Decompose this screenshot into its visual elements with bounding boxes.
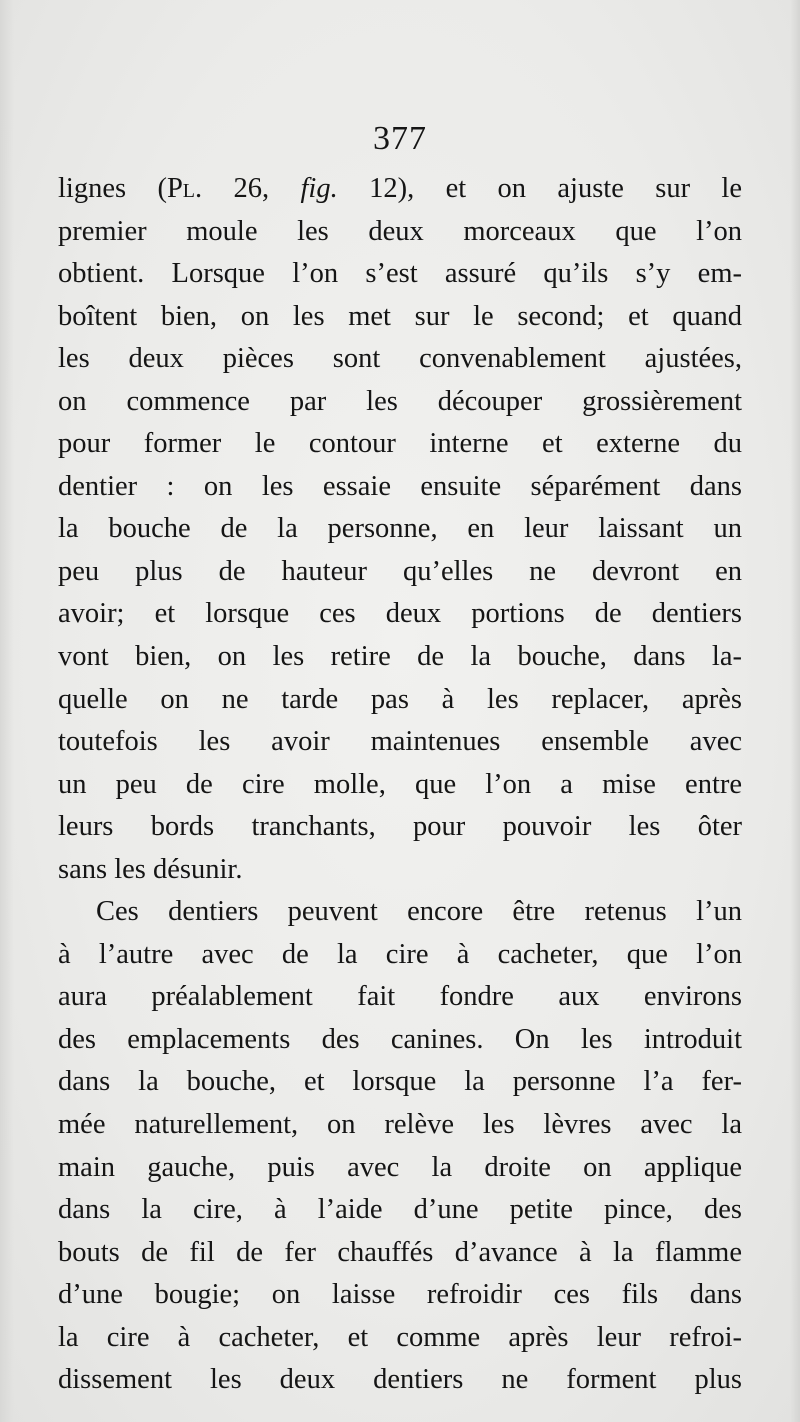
text-line: à l’autre avec de la cire à cacheter, que l’on (58, 938, 742, 970)
text-line: sans les désunir. (58, 853, 243, 885)
page-number: 377 (373, 120, 427, 157)
text-line: mée naturellement, on relève les lèvres avec la (58, 1109, 742, 1141)
text-line: la cire à cacheter, et comme après leur refroi- (58, 1321, 742, 1353)
text-line: la bouche de la personne, en leur laissant un (58, 513, 742, 545)
text-line: dentier : on les essaie ensuite séparément dans (58, 470, 742, 502)
text-line: quelle on ne tarde pas à les replacer, après (58, 683, 742, 715)
text-line: main gauche, puis avec la droite on applique (58, 1151, 742, 1183)
paragraph (58, 891, 742, 1402)
text-line: on commence par les découper grossièrement (58, 385, 742, 417)
text-line: toutefois les avoir maintenues ensemble avec (58, 726, 742, 758)
text-line: bouts de fil de fer chauffés d’avance à la flamme (58, 1236, 742, 1268)
page-edge-shadow-left (0, 0, 14, 1422)
text-line: aura préalablement fait fondre aux environs (58, 981, 742, 1013)
text-line: obtient. Lorsque l’on s’est assuré qu’ils s’y em- (58, 258, 742, 290)
text-line: dissement les deux dentiers ne forment plus (58, 1364, 742, 1396)
text-line: dans la cire, à l’aide d’une petite pince, des (58, 1194, 742, 1226)
text-line: d’une bougie; on laisse refroidir ces fils dans (58, 1279, 742, 1311)
text-line: leurs bords tranchants, pour pouvoir les ôter (58, 811, 742, 843)
italic-text: fig. (300, 173, 338, 204)
paragraph (58, 168, 742, 891)
page-edge-shadow-right (790, 0, 800, 1422)
text-line: dans la bouche, et lorsque la personne l’a fer- (58, 1066, 742, 1098)
text-line: des emplacements des canines. On les introduit (58, 1023, 742, 1055)
text-line: avoir; et lorsque ces deux portions de dentiers (58, 598, 742, 630)
small-caps-text: Pl. (166, 173, 203, 204)
text-line: les deux pièces sont convenablement ajustées, (58, 343, 742, 375)
text-line: peu plus de hauteur qu’elles ne devront en (58, 555, 742, 587)
text-line: lignes (Pl. 26, fig. 12), et on ajuste sur le (58, 173, 743, 204)
text-line: Ces dentiers peuvent encore être retenus l’un (96, 896, 742, 928)
text-line: vont bien, on les retire de la bouche, dans la- (58, 641, 742, 673)
text-line: un peu de cire molle, que l’on a mise entre (58, 768, 742, 800)
text-line: premier moule les deux morceaux que l’on (58, 215, 742, 247)
body-text (58, 168, 742, 1402)
text-line: boîtent bien, on les met sur le second; et quand (58, 300, 742, 332)
text-line: pour former le contour interne et externe du (58, 428, 742, 460)
